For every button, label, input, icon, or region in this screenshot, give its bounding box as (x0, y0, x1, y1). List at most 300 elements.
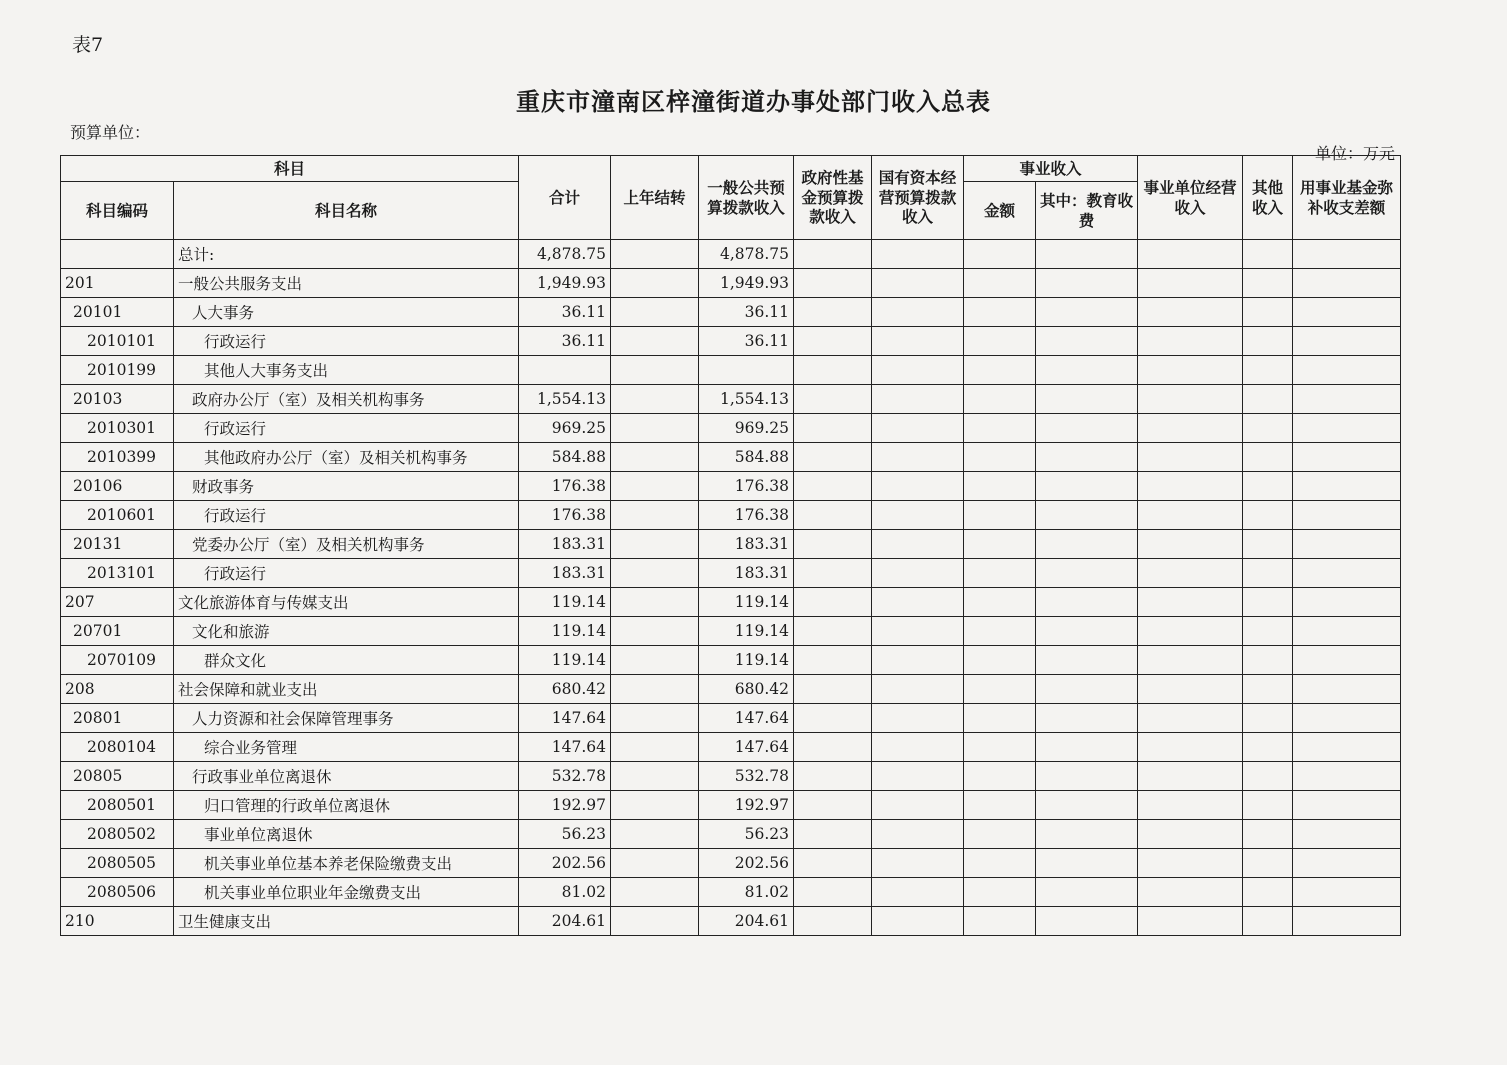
header-subject: 科目 (61, 156, 519, 182)
cell-gov-fund (794, 588, 872, 617)
cell-code: 2080505 (61, 849, 174, 878)
cell-name: 其他政府办公厅（室）及相关机构事务 (174, 443, 519, 472)
cell-gov-fund (794, 849, 872, 878)
cell-edu-fee (1036, 878, 1138, 907)
cell-amount (964, 559, 1036, 588)
cell-gov-fund (794, 704, 872, 733)
cell-operating-income (1138, 588, 1243, 617)
cell-other-income (1243, 820, 1293, 849)
cell-gov-fund (794, 878, 872, 907)
cell-edu-fee (1036, 849, 1138, 878)
cell-other-income (1243, 588, 1293, 617)
cell-fund-offset (1293, 414, 1401, 443)
header-business-income: 事业收入 (964, 156, 1138, 182)
cell-general-budget: 176.38 (699, 501, 794, 530)
cell-operating-income (1138, 617, 1243, 646)
cell-gov-fund (794, 646, 872, 675)
cell-edu-fee (1036, 646, 1138, 675)
cell-other-income (1243, 472, 1293, 501)
cell-carryover (611, 501, 699, 530)
cell-amount (964, 443, 1036, 472)
cell-state-capital (872, 269, 964, 298)
money-unit-label: 单位：万元 (1315, 144, 1396, 163)
table-number: 表7 (72, 34, 104, 56)
cell-general-budget: 192.97 (699, 791, 794, 820)
cell-gov-fund (794, 269, 872, 298)
cell-state-capital (872, 327, 964, 356)
header-edu-fee: 其中：教育收费 (1036, 182, 1138, 240)
cell-state-capital (872, 385, 964, 414)
cell-operating-income (1138, 298, 1243, 327)
cell-amount (964, 269, 1036, 298)
cell-gov-fund (794, 443, 872, 472)
table-row (61, 501, 1401, 530)
cell-name: 社会保障和就业支出 (174, 675, 519, 704)
table-row (61, 791, 1401, 820)
cell-state-capital (872, 820, 964, 849)
cell-operating-income (1138, 269, 1243, 298)
cell-total: 532.78 (519, 762, 611, 791)
cell-name: 群众文化 (174, 646, 519, 675)
cell-state-capital (872, 849, 964, 878)
header-code: 科目编码 (61, 182, 174, 240)
cell-code: 2080501 (61, 791, 174, 820)
cell-total: 192.97 (519, 791, 611, 820)
cell-fund-offset (1293, 907, 1401, 936)
cell-amount (964, 385, 1036, 414)
cell-edu-fee (1036, 559, 1138, 588)
header-gov-fund: 政府性基金预算拨款收入 (794, 156, 872, 240)
cell-total: 183.31 (519, 530, 611, 559)
cell-carryover (611, 646, 699, 675)
cell-general-budget: 183.31 (699, 530, 794, 559)
cell-state-capital (872, 878, 964, 907)
table-row (61, 385, 1401, 414)
cell-edu-fee (1036, 704, 1138, 733)
cell-total: 584.88 (519, 443, 611, 472)
table-row (61, 849, 1401, 878)
cell-name: 其他人大事务支出 (174, 356, 519, 385)
cell-name: 事业单位离退休 (174, 820, 519, 849)
cell-code: 20101 (61, 298, 174, 327)
cell-gov-fund (794, 356, 872, 385)
cell-operating-income (1138, 327, 1243, 356)
cell-edu-fee (1036, 907, 1138, 936)
budget-unit-label: 预算单位： (70, 123, 151, 142)
cell-carryover (611, 820, 699, 849)
cell-state-capital (872, 414, 964, 443)
cell-edu-fee (1036, 472, 1138, 501)
cell-state-capital (872, 791, 964, 820)
cell-amount (964, 907, 1036, 936)
cell-amount (964, 646, 1036, 675)
cell-other-income (1243, 356, 1293, 385)
cell-operating-income (1138, 472, 1243, 501)
cell-fund-offset (1293, 240, 1401, 269)
cell-code: 2080104 (61, 733, 174, 762)
cell-amount (964, 820, 1036, 849)
cell-code: 2010601 (61, 501, 174, 530)
cell-amount (964, 878, 1036, 907)
cell-fund-offset (1293, 791, 1401, 820)
cell-general-budget: 680.42 (699, 675, 794, 704)
cell-state-capital (872, 646, 964, 675)
cell-general-budget: 147.64 (699, 704, 794, 733)
cell-other-income (1243, 269, 1293, 298)
table-row (61, 269, 1401, 298)
table-row (61, 588, 1401, 617)
cell-carryover (611, 240, 699, 269)
cell-name: 财政事务 (174, 472, 519, 501)
cell-edu-fee (1036, 617, 1138, 646)
cell-name: 归口管理的行政单位离退休 (174, 791, 519, 820)
cell-code: 210 (61, 907, 174, 936)
cell-state-capital (872, 588, 964, 617)
table-row (61, 820, 1401, 849)
cell-general-budget: 204.61 (699, 907, 794, 936)
table-row (61, 327, 1401, 356)
cell-carryover (611, 617, 699, 646)
cell-carryover (611, 878, 699, 907)
cell-carryover (611, 269, 699, 298)
cell-state-capital (872, 559, 964, 588)
cell-other-income (1243, 298, 1293, 327)
cell-fund-offset (1293, 849, 1401, 878)
cell-name: 人力资源和社会保障管理事务 (174, 704, 519, 733)
cell-operating-income (1138, 414, 1243, 443)
cell-edu-fee (1036, 501, 1138, 530)
cell-other-income (1243, 878, 1293, 907)
cell-other-income (1243, 646, 1293, 675)
cell-amount (964, 240, 1036, 269)
cell-other-income (1243, 762, 1293, 791)
cell-other-income (1243, 704, 1293, 733)
cell-edu-fee (1036, 240, 1138, 269)
cell-amount (964, 733, 1036, 762)
cell-total: 81.02 (519, 878, 611, 907)
cell-code: 2080506 (61, 878, 174, 907)
header-name: 科目名称 (174, 182, 519, 240)
cell-gov-fund (794, 414, 872, 443)
cell-carryover (611, 588, 699, 617)
cell-state-capital (872, 501, 964, 530)
cell-carryover (611, 472, 699, 501)
cell-operating-income (1138, 733, 1243, 762)
header-operating-income: 事业单位经营收入 (1138, 156, 1243, 240)
cell-operating-income (1138, 443, 1243, 472)
cell-total: 1,554.13 (519, 385, 611, 414)
cell-general-budget: 176.38 (699, 472, 794, 501)
cell-carryover (611, 907, 699, 936)
cell-carryover (611, 849, 699, 878)
cell-edu-fee (1036, 530, 1138, 559)
cell-code: 20805 (61, 762, 174, 791)
cell-operating-income (1138, 704, 1243, 733)
cell-general-budget: 202.56 (699, 849, 794, 878)
cell-fund-offset (1293, 559, 1401, 588)
cell-general-budget: 56.23 (699, 820, 794, 849)
cell-edu-fee (1036, 820, 1138, 849)
cell-fund-offset (1293, 327, 1401, 356)
cell-general-budget: 81.02 (699, 878, 794, 907)
cell-carryover (611, 385, 699, 414)
cell-name: 卫生健康支出 (174, 907, 519, 936)
table-row (61, 356, 1401, 385)
cell-name: 文化旅游体育与传媒支出 (174, 588, 519, 617)
cell-name: 行政运行 (174, 501, 519, 530)
cell-general-budget: 183.31 (699, 559, 794, 588)
cell-carryover (611, 762, 699, 791)
cell-state-capital (872, 443, 964, 472)
cell-state-capital (872, 704, 964, 733)
cell-carryover (611, 443, 699, 472)
cell-amount (964, 501, 1036, 530)
table-row (61, 414, 1401, 443)
header-total: 合计 (519, 156, 611, 240)
cell-general-budget: 969.25 (699, 414, 794, 443)
cell-other-income (1243, 414, 1293, 443)
cell-gov-fund (794, 298, 872, 327)
cell-gov-fund (794, 820, 872, 849)
cell-fund-offset (1293, 530, 1401, 559)
cell-name: 一般公共服务支出 (174, 269, 519, 298)
cell-fund-offset (1293, 820, 1401, 849)
cell-fund-offset (1293, 675, 1401, 704)
cell-gov-fund (794, 791, 872, 820)
cell-operating-income (1138, 240, 1243, 269)
cell-other-income (1243, 327, 1293, 356)
cell-name: 党委办公厅（室）及相关机构事务 (174, 530, 519, 559)
cell-other-income (1243, 559, 1293, 588)
page-title: 重庆市潼南区梓潼街道办事处部门收入总表 (516, 87, 991, 116)
cell-carryover (611, 327, 699, 356)
cell-fund-offset (1293, 269, 1401, 298)
cell-other-income (1243, 791, 1293, 820)
cell-edu-fee (1036, 443, 1138, 472)
table-row (61, 907, 1401, 936)
income-table (60, 155, 1401, 936)
cell-carryover (611, 530, 699, 559)
cell-operating-income (1138, 501, 1243, 530)
cell-amount (964, 327, 1036, 356)
table-row (61, 762, 1401, 791)
cell-edu-fee (1036, 733, 1138, 762)
cell-carryover (611, 704, 699, 733)
table-row (61, 878, 1401, 907)
cell-code: 201 (61, 269, 174, 298)
cell-operating-income (1138, 849, 1243, 878)
table-row (61, 298, 1401, 327)
cell-general-budget: 119.14 (699, 617, 794, 646)
cell-gov-fund (794, 762, 872, 791)
cell-edu-fee (1036, 298, 1138, 327)
cell-edu-fee (1036, 791, 1138, 820)
cell-name: 行政运行 (174, 327, 519, 356)
cell-other-income (1243, 849, 1293, 878)
cell-amount (964, 530, 1036, 559)
cell-total: 176.38 (519, 472, 611, 501)
cell-gov-fund (794, 907, 872, 936)
cell-fund-offset (1293, 385, 1401, 414)
table-row (61, 240, 1401, 269)
header-state-capital: 国有资本经营预算拨款收入 (872, 156, 964, 240)
cell-edu-fee (1036, 327, 1138, 356)
cell-other-income (1243, 385, 1293, 414)
cell-fund-offset (1293, 646, 1401, 675)
table-row (61, 443, 1401, 472)
cell-amount (964, 414, 1036, 443)
cell-general-budget: 119.14 (699, 646, 794, 675)
cell-other-income (1243, 907, 1293, 936)
cell-total (519, 356, 611, 385)
header-carryover: 上年结转 (611, 156, 699, 240)
cell-code: 20106 (61, 472, 174, 501)
cell-total: 36.11 (519, 298, 611, 327)
cell-total: 36.11 (519, 327, 611, 356)
cell-fund-offset (1293, 704, 1401, 733)
cell-carryover (611, 791, 699, 820)
table-row (61, 675, 1401, 704)
cell-fund-offset (1293, 588, 1401, 617)
cell-amount (964, 704, 1036, 733)
cell-total: 119.14 (519, 646, 611, 675)
table-row (61, 559, 1401, 588)
cell-name: 机关事业单位职业年金缴费支出 (174, 878, 519, 907)
cell-name: 人大事务 (174, 298, 519, 327)
cell-edu-fee (1036, 414, 1138, 443)
cell-carryover (611, 733, 699, 762)
cell-state-capital (872, 356, 964, 385)
cell-gov-fund (794, 472, 872, 501)
cell-operating-income (1138, 820, 1243, 849)
table-row (61, 733, 1401, 762)
cell-total: 147.64 (519, 733, 611, 762)
cell-gov-fund (794, 559, 872, 588)
cell-code: 20801 (61, 704, 174, 733)
cell-carryover (611, 559, 699, 588)
cell-general-budget: 36.11 (699, 298, 794, 327)
cell-operating-income (1138, 530, 1243, 559)
cell-state-capital (872, 617, 964, 646)
cell-total: 202.56 (519, 849, 611, 878)
cell-carryover (611, 356, 699, 385)
cell-name: 政府办公厅（室）及相关机构事务 (174, 385, 519, 414)
cell-carryover (611, 675, 699, 704)
cell-code: 2070109 (61, 646, 174, 675)
cell-gov-fund (794, 327, 872, 356)
cell-gov-fund (794, 240, 872, 269)
cell-total: 147.64 (519, 704, 611, 733)
cell-gov-fund (794, 675, 872, 704)
cell-total: 680.42 (519, 675, 611, 704)
cell-total: 56.23 (519, 820, 611, 849)
cell-total: 4,878.75 (519, 240, 611, 269)
cell-code: 2013101 (61, 559, 174, 588)
cell-code: 207 (61, 588, 174, 617)
cell-operating-income (1138, 762, 1243, 791)
cell-other-income (1243, 530, 1293, 559)
cell-edu-fee (1036, 675, 1138, 704)
table-row (61, 617, 1401, 646)
cell-total: 969.25 (519, 414, 611, 443)
header-amount: 金额 (964, 182, 1036, 240)
cell-operating-income (1138, 385, 1243, 414)
header-fund-offset: 用事业基金弥补收支差额 (1293, 156, 1401, 240)
cell-amount (964, 675, 1036, 704)
cell-total: 204.61 (519, 907, 611, 936)
cell-general-budget: 584.88 (699, 443, 794, 472)
table-body (61, 240, 1401, 936)
cell-state-capital (872, 675, 964, 704)
cell-total: 1,949.93 (519, 269, 611, 298)
cell-fund-offset (1293, 617, 1401, 646)
cell-name: 行政运行 (174, 559, 519, 588)
cell-general-budget (699, 356, 794, 385)
cell-code: 2010301 (61, 414, 174, 443)
table-row (61, 530, 1401, 559)
cell-state-capital (872, 240, 964, 269)
cell-total: 176.38 (519, 501, 611, 530)
cell-other-income (1243, 617, 1293, 646)
cell-fund-offset (1293, 878, 1401, 907)
cell-operating-income (1138, 675, 1243, 704)
table-row (61, 704, 1401, 733)
cell-state-capital (872, 298, 964, 327)
cell-name: 综合业务管理 (174, 733, 519, 762)
cell-name: 行政事业单位离退休 (174, 762, 519, 791)
cell-operating-income (1138, 646, 1243, 675)
cell-edu-fee (1036, 762, 1138, 791)
cell-other-income (1243, 240, 1293, 269)
cell-code: 2010101 (61, 327, 174, 356)
cell-state-capital (872, 762, 964, 791)
header-general-budget: 一般公共预算拨款收入 (699, 156, 794, 240)
cell-carryover (611, 414, 699, 443)
cell-fund-offset (1293, 298, 1401, 327)
cell-other-income (1243, 501, 1293, 530)
cell-gov-fund (794, 617, 872, 646)
cell-code: 2010399 (61, 443, 174, 472)
cell-state-capital (872, 530, 964, 559)
cell-total: 119.14 (519, 617, 611, 646)
cell-operating-income (1138, 907, 1243, 936)
cell-other-income (1243, 443, 1293, 472)
cell-edu-fee (1036, 269, 1138, 298)
cell-operating-income (1138, 791, 1243, 820)
cell-fund-offset (1293, 762, 1401, 791)
cell-code: 20701 (61, 617, 174, 646)
cell-amount (964, 472, 1036, 501)
cell-general-budget: 36.11 (699, 327, 794, 356)
cell-total: 119.14 (519, 588, 611, 617)
cell-name: 总计: (174, 240, 519, 269)
cell-state-capital (872, 472, 964, 501)
cell-gov-fund (794, 733, 872, 762)
header-other-income: 其他收入 (1243, 156, 1293, 240)
cell-fund-offset (1293, 472, 1401, 501)
cell-general-budget: 4,878.75 (699, 240, 794, 269)
cell-operating-income (1138, 356, 1243, 385)
cell-code: 20103 (61, 385, 174, 414)
table-row (61, 472, 1401, 501)
cell-code: 20131 (61, 530, 174, 559)
cell-general-budget: 1,554.13 (699, 385, 794, 414)
cell-name: 文化和旅游 (174, 617, 519, 646)
cell-fund-offset (1293, 443, 1401, 472)
cell-code (61, 240, 174, 269)
cell-edu-fee (1036, 385, 1138, 414)
cell-edu-fee (1036, 588, 1138, 617)
